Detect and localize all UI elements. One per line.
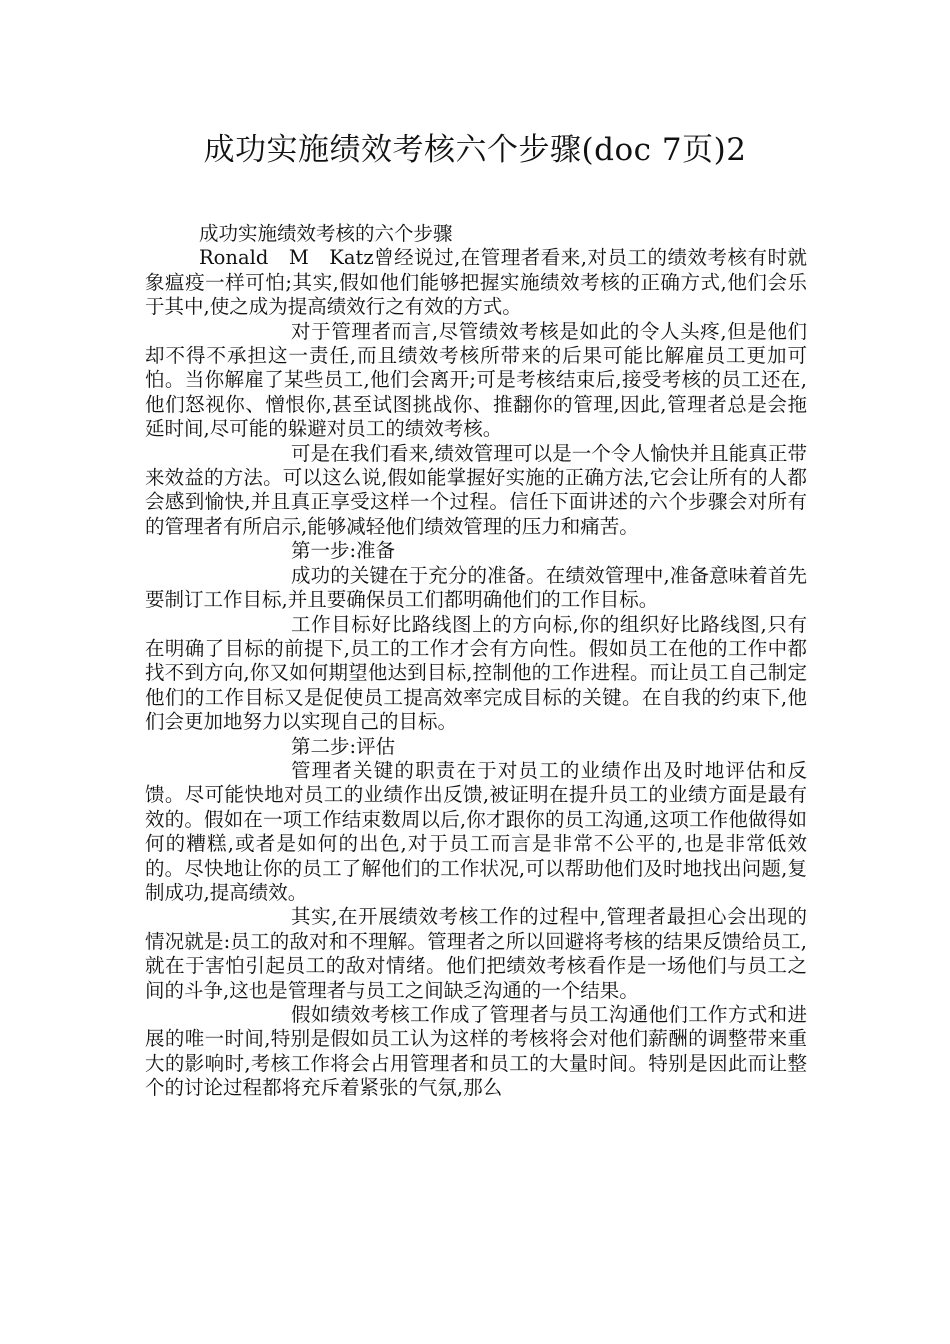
document-body [145, 222, 807, 1101]
paragraph: 工作目标好比路线图上的方向标,你的组织好比路线图,只有在明确了目标的前提下,员工的工作才会有方向性。假如员工在他的工作中都找不到方向,你又如何期望他达到目标,控制他的工作进程。而让员工自己制定他们的工作目标又是促使员工提高效率完成目标的关键。在自我的约束下,他们会更加地努力以实现自己的目标。 [145, 612, 807, 734]
document-title: 成功实施绩效考核六个步骤(doc 7页)2 [203, 132, 747, 168]
paragraph: 管理者关键的职责在于对员工的业绩作出及时地评估和反馈。尽可能快地对员工的业绩作出反馈,被证明在提升员工的业绩方面是最有效的。假如在一项工作结束数周以后,你才跟你的员工沟通,这项工作他做得如何的糟糕,或者是如何的出色,对于员工而言是非常不公平的,也是非常低效的。尽快地让你的员工了解他们的工作状况,可以帮助他们及时地找出问题,复制成功,提高绩效。 [145, 758, 807, 904]
paragraph: 对于管理者而言,尽管绩效考核是如此的令人头疼,但是他们却不得不承担这一责任,而且绩效考核所带来的后果可能比解雇员工更加可怕。当你解雇了某些员工,他们会离开;可是考核结束后,接受考核的员工还在,他们怒视你、憎恨你,甚至试图挑战你、推翻你的管理,因此,管理者总是会拖延时间,尽可能的躲避对员工的绩效考核。 [145, 319, 807, 441]
paragraph: 其实,在开展绩效考核工作的过程中,管理者最担心会出现的情况就是:员工的敌对和不理解。管理者之所以回避将考核的结果反馈给员工,就在于害怕引起员工的敌对情绪。他们把绩效考核看作是一场他们与员工之间的斗争,这也是管理者与员工之间缺乏沟通的一个结果。 [145, 905, 807, 1002]
paragraph: Ronald M Katz曾经说过,在管理者看来,对员工的绩效考核有时就象瘟疫一样可怕;其实,假如他们能够把握实施绩效考核的正确方式,他们会乐于其中,使之成为提高绩效行之有效的方式。 [145, 246, 807, 319]
step-heading: 第二步:评估 [291, 734, 396, 758]
paragraph: 成功的关键在于充分的准备。在绩效管理中,准备意味着首先要制订工作目标,并且要确保员工们都明确他们的工作目标。 [145, 563, 807, 612]
paragraph: 可是在我们看来,绩效管理可以是一个令人愉快并且能真正带来效益的方法。可以这么说,假如能掌握好实施的正确方法,它会让所有的人都会感到愉快,并且真正享受这样一个过程。信任下面讲述的六个步骤会对所有的管理者有所启示,能够减轻他们绩效管理的压力和痛苦。 [145, 441, 807, 538]
step-heading: 第一步:准备 [291, 539, 396, 563]
paragraph-heading: 成功实施绩效考核的六个步骤 [199, 222, 453, 245]
paragraph: 假如绩效考核工作成了管理者与员工沟通他们工作方式和进展的唯一时间,特别是假如员工认为这样的考核将会对他们薪酬的调整带来重大的影响时,考核工作将会占用管理者和员工的大量时间。特别是因此而让整个的讨论过程都将充斥着紧张的气氛,那么 [145, 1003, 807, 1100]
